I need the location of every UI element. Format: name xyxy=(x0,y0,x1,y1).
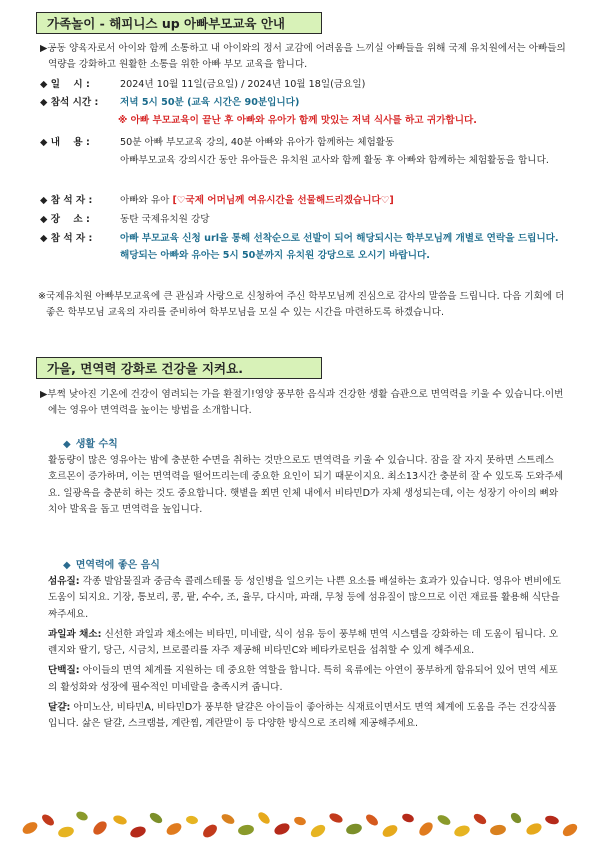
place-value: 동탄 국제유치원 강당 xyxy=(120,214,210,225)
food-item-protein xyxy=(48,663,564,696)
food-text: 신선한 과일과 채소에는 비타민, 미네랄, 식이 섬유 등이 풍부해 면역 시스템을 강화하는 데 도움이 됩니다. 오렌지와 딸기, 당근, 시금치, 브로콜리를 자주 제공해 비타민C와 베타카로틴을 섭취할 수 있게 해주세요. xyxy=(48,628,558,657)
section1-intro: ▶공동 양육자로서 아이와 함께 소통하고 내 아이와의 정서 교감에 어려움을 느끼실 아빠들을 위해 국제 유치원에서는 아빠들의 역량을 강화하고 원활한 소통을 위한 아빠 부모 교육을 합니다. xyxy=(40,43,566,70)
habits-heading xyxy=(63,435,118,450)
selection-label: ◆ 참 석 자 : xyxy=(40,233,93,244)
content-detail: 아빠부모교육 강의시간 동안 유아들은 유치원 교사와 함께 활동 후 아빠와 함께하는 체험활동을 합니다. xyxy=(120,155,549,166)
time-label: ◆ 참석 시간 : xyxy=(40,97,99,108)
section2-title: 가을, 면역력 강화로 건강을 지켜요. xyxy=(36,357,322,379)
content-value: 50분 아빠 부모교육 강의, 40분 아빠와 유아가 함께하는 체험활동 xyxy=(120,137,395,148)
content-label: ◆ 내 용 : xyxy=(40,137,90,148)
time-row xyxy=(40,95,568,112)
autumn-leaves-border xyxy=(20,798,580,842)
attendee-text: 아빠와 유아 xyxy=(120,195,173,206)
food-name: 달걀: xyxy=(48,702,71,714)
content-row xyxy=(40,135,568,152)
habits-heading-text: 생활 수칙 xyxy=(75,439,118,450)
food-item-fiber xyxy=(48,574,564,623)
selection-value: 아빠 부모교육 신청 url을 통해 선착순으로 선발이 되어 해당되시는 학부모님께 개별로 연락을 드립니다. 해당되는 아빠와 유아는 5시 50분까지 유치원 강당으로 오시기 바랍니다. xyxy=(120,233,559,261)
food-text: 아미노산, 비타민A, 비타민D가 풍부한 달걀은 아이들이 좋아하는 식재료이면서도 면역 체계에 도움을 주는 건강식품입니다. 삶은 달걀, 스크램블, 계란찜, 계란말이 등 다양한 방식으로 조리해 제공해주세요. xyxy=(48,702,557,730)
food-name: 단백질: xyxy=(48,665,80,677)
diamond-bullet-icon: ◆ xyxy=(63,560,71,571)
attendee-label: ◆ 참 석 자 : xyxy=(40,195,93,206)
place-row xyxy=(40,212,568,229)
content-detail-row xyxy=(120,153,568,170)
foods-heading xyxy=(63,556,160,571)
date-row xyxy=(40,77,568,94)
attendee-row xyxy=(40,193,568,210)
time-value: 저녁 5시 50분 (교육 시간은 90분입니다) xyxy=(120,97,300,108)
food-name: 섬유질: xyxy=(48,576,80,587)
time-note: ※ 아빠 부모교육이 끝난 후 아빠와 유아가 함께 맛있는 저녁 식사를 하고 귀가합니다. xyxy=(118,115,477,126)
section1-closing: ※국제유치원 아빠부모교육에 큰 관심과 사랑으로 신청하여 주신 학부모님께 진심으로 감사의 말씀을 드립니다. 다음 기회에 더 좋은 학부모님 교육의 자리를 준비하여 학부모님을 모실 수 있는 시간을 마련하도록 하겠습니다. xyxy=(38,291,565,318)
food-item-fruit-veg xyxy=(48,627,564,660)
attendee-value xyxy=(120,193,568,210)
habits-body: 활동량이 많은 영유아는 밤에 충분한 수면을 취하는 것만으로도 면역력을 키울 수 있습니다. 잠을 잘 자지 못하면 스트레스 호르몬이 증가하며, 이는 면역력을 떨어뜨리는데 중요한 요인이 되기 때문이지요. 최소13시간 충분히 잘 수 있도록 도와주세요. 일광욕을 충분히 하는 것도 중요합니다. 햇볕을 쬐면 인체 내에서 비타민D가 자체 생성되는데, 이는 성장기 아이의 뼈와 치아 발육을 돕고 면역력을 높입니다. xyxy=(48,455,564,515)
date-value: 2024년 10월 11일(금요일) / 2024년 10월 18일(금요일) xyxy=(120,79,366,90)
food-text: 아이들의 면역 체계를 지원하는 데 중요한 역할을 합니다. 특히 육류에는 아연이 풍부하게 함유되어 있어 면역 세포의 활성화와 성장에 필수적인 미네랄을 충족시켜 줍니다. xyxy=(48,665,558,693)
food-item-egg xyxy=(48,700,564,733)
diamond-bullet-icon: ◆ xyxy=(63,439,71,450)
attendee-note: [♡국제 어머님께 여유시간을 선물해드리겠습니다♡] xyxy=(172,195,394,206)
place-label: ◆ 장 소 : xyxy=(40,214,90,225)
selection-row xyxy=(40,231,568,264)
date-label: ◆ 일 시 : xyxy=(40,79,90,90)
food-text: 각종 발암물질과 중금속 콜레스테롤 등 성인병을 일으키는 나쁜 요소를 배설하는 효과가 있습니다. 영유아 변비에도 도움이 되지요. 기장, 통보리, 콩, 팥, 수수, 조, 율무, 다시마, 파래, 무청 등에 섬유질이 많으므로 이런 재료를 활용해 식단을 짜주세요. xyxy=(48,576,561,620)
foods-list xyxy=(48,574,564,737)
section2-intro: ▶부쩍 낮아진 기온에 건강이 염려되는 가을 환절기!영양 풍부한 음식과 건강한 생활 습관으로 면역력을 키울 수 있습니다.이번에는 영유아 면역력을 높이는 방법을 소개합니다. xyxy=(40,389,564,416)
section1-title: 가족놀이 - 해피니스 up 아빠부모교육 안내 xyxy=(36,12,322,34)
food-name: 과일과 채소: xyxy=(48,628,102,640)
foods-heading-text: 면역력에 좋은 음식 xyxy=(75,560,160,571)
time-note-row xyxy=(118,113,568,130)
